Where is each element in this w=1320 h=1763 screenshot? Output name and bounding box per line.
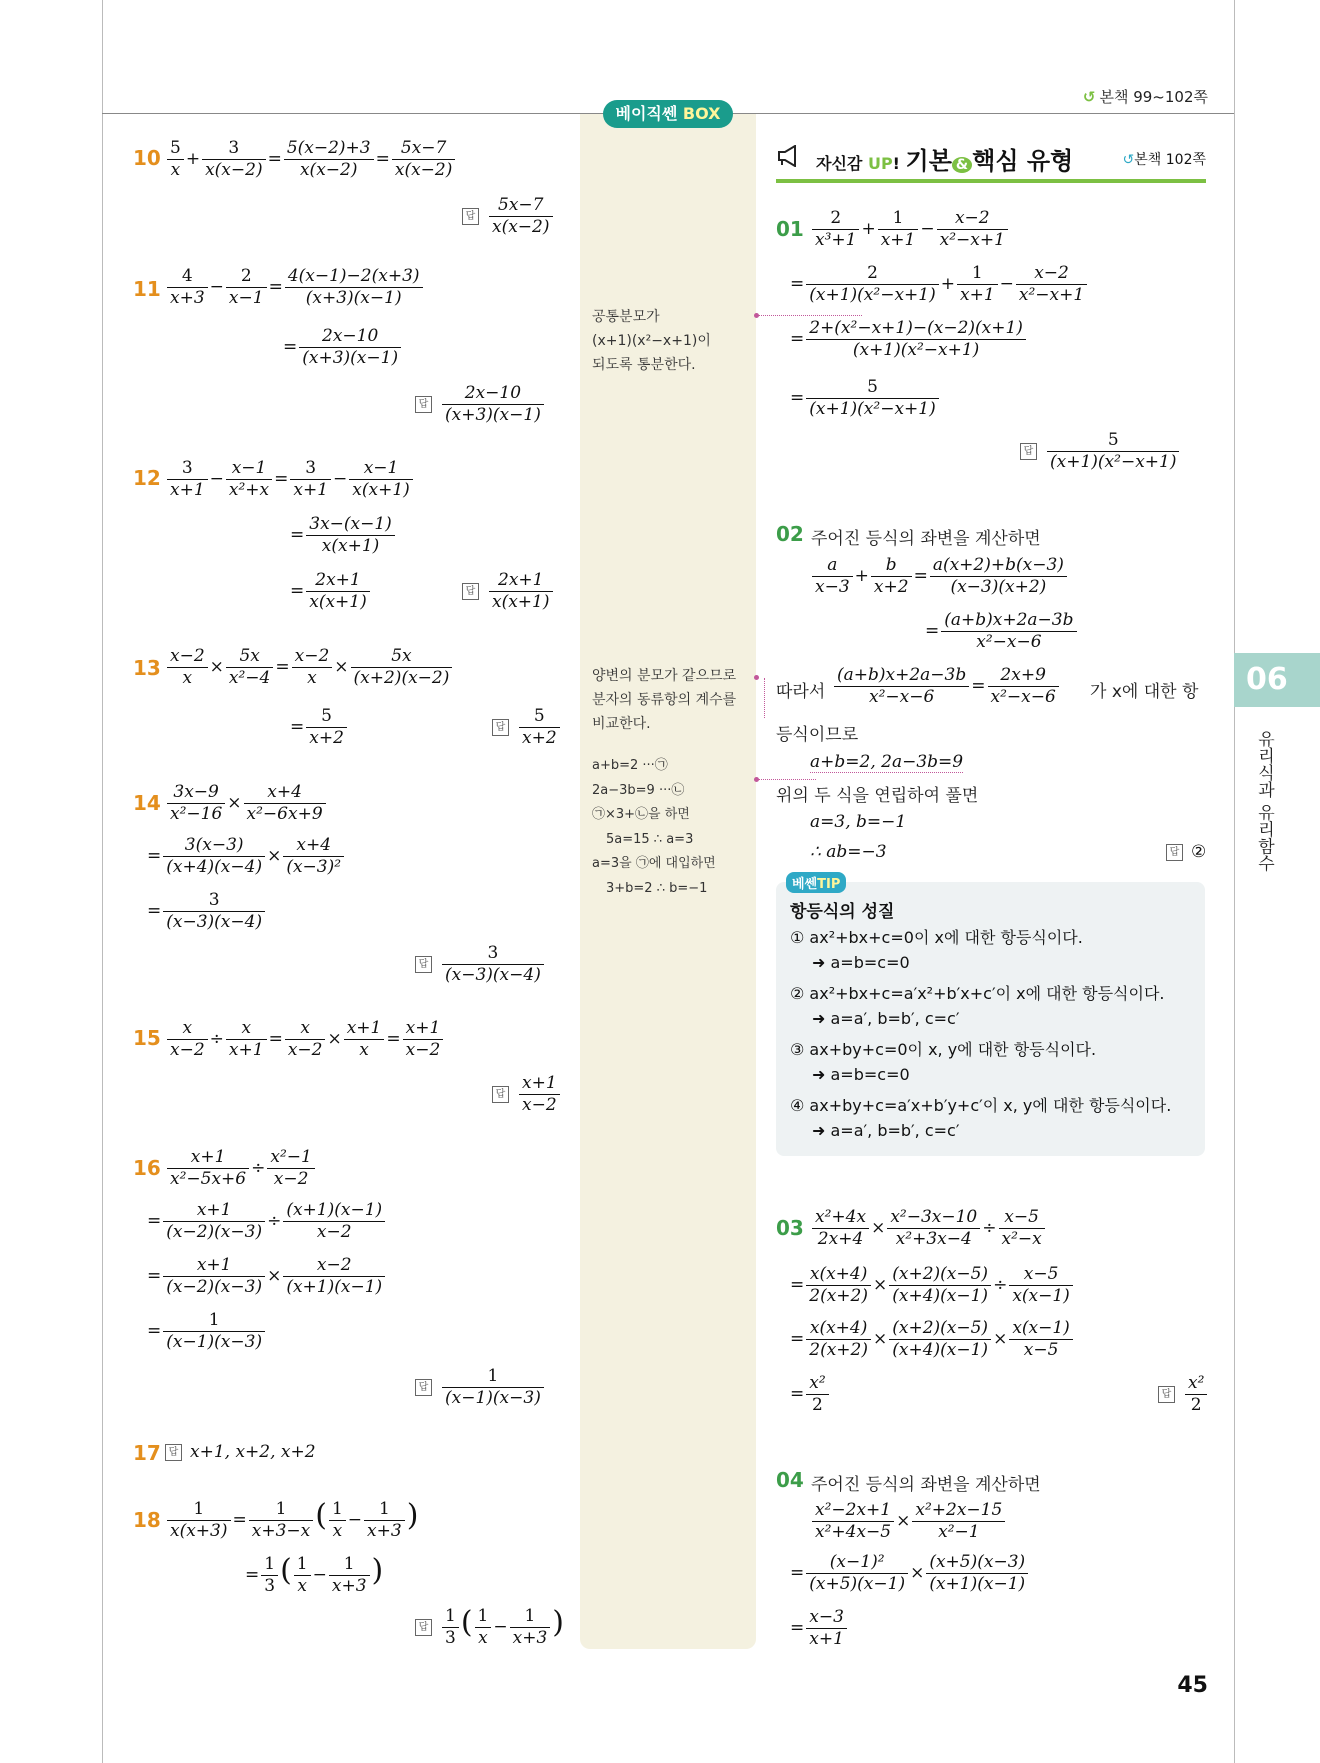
math-expression: $\frac{3}{x+1}$ − $\frac{x-1}{\text{x²+x}}$ = $\frac{3}{x+1}$ − $\frac{x-1}{x(x+1)}$: [165, 458, 415, 501]
arrow-icon: ↺: [1082, 88, 1096, 106]
problem-number: 04: [776, 1468, 804, 1492]
math-expression: = $\frac{2x-10}{(x+3)(x-1)}$: [283, 326, 403, 369]
tip-line: ③ ax+by+c=0이 x, y에 대한 항등식이다.: [790, 1040, 1097, 1059]
note-connector-line: [758, 315, 862, 316]
answer: 답 $\frac{2x+1}{x(x+1)}$: [462, 570, 555, 613]
problem-text: 등식이므로: [776, 725, 859, 745]
basic-box-badge: 베이직쎈 BOX: [603, 100, 733, 128]
problem-text: 가 x에 대한 항: [1090, 682, 1199, 702]
math-expression: $\frac{x+1}{\text{x²−5x+6}}$ ÷ $\frac{\text{x²−1}}{x-2}$: [165, 1147, 317, 1190]
math-expression: $\frac{1}{x(x+3)}$ = $\frac{1}{x+3-x}$ ( $\frac{1}{x}$ − $\frac{1}{x+3}$ ): [165, 1498, 418, 1542]
answer: 답 $\frac{3}{(x-3)(x-4)}$: [415, 943, 546, 986]
problem-text: 주어진 등식의 좌변을 계산하면: [811, 529, 1041, 549]
problem-number: 01: [776, 217, 804, 241]
math-expression: = $\frac{3x-(x-1)}{x(x+1)}$: [290, 514, 397, 557]
answer: 답 $\frac{5}{x+2}$: [492, 706, 562, 749]
chapter-tab[interactable]: 06: [1234, 653, 1320, 707]
tip-line: ➜ a=b=c=0: [812, 1065, 910, 1084]
side-note: a+b=2 ···㉠ 2a−3b=9 ···㉡ ㉠×3+㉡을 하면 5a=15 ∴ a=3 a=3을 ㉠에 대입하면 3+b=2 ∴ b=−1: [592, 758, 716, 896]
section-title: 자신감 UP! 기본 & 핵심 유형: [816, 147, 1074, 175]
math-expression: $\frac{\text{x²−2x+1}}{\text{x²+4x−5}}$ × $\frac{\text{x²+2x−15}}{\text{x²−1}}$: [810, 1500, 1007, 1543]
math-expression: $\frac{x-2}{x}$ × $\frac{5x}{\text{x²−4}}$ = $\frac{x-2}{x}$ × $\frac{5x}{(x+2)(x-2)}$: [165, 646, 454, 689]
left-border: [102, 0, 103, 1763]
math-expression: $\frac{4}{x+3}$ − $\frac{2}{x-1}$ = $\frac{4(x-1)-2(x+3)}{(x+3)(x-1)}$: [165, 266, 425, 309]
problem-number: 13: [133, 656, 161, 680]
math-expression: = $\frac{x-3}{x+1}$: [790, 1607, 849, 1650]
problem-number: 12: [133, 466, 161, 490]
tip-line: ② ax²+bx+c=a′x²+b′x+c′이 x에 대한 항등식이다.: [790, 984, 1165, 1003]
answer: 답 $\frac{5x-7}{x(x-2)}$: [462, 195, 555, 238]
math-expression: = $\frac{1}{(x-1)(x-3)}$: [147, 1310, 267, 1353]
math-expression: ∴ ab=−3: [810, 842, 887, 862]
problem-number: 11: [133, 277, 161, 301]
tip-line: ➜ a=b=c=0: [812, 953, 910, 972]
problem-number: 02: [776, 522, 804, 546]
note-connector: [754, 675, 759, 680]
answer: 답 ②: [1166, 842, 1206, 862]
page-number: 45: [1177, 1673, 1208, 1698]
math-expression: = $\frac{\text{(x−1)²}}{(x+5)(x-1)}$ × $\frac{(x+5)(x-3)}{(x+1)(x-1)}$: [790, 1552, 1030, 1595]
math-expression: $\frac{3x-9}{\text{x²−16}}$ × $\frac{x+4}{\text{x²−6x+9}}$: [165, 782, 328, 825]
problem-number: 10: [133, 146, 161, 170]
tip-label: 베쎈TIP: [786, 872, 846, 893]
math-expression: = $\frac{5}{x+2}$: [290, 706, 349, 749]
math-expression: = $\frac{5}{\text{(x+1)(x²−x+1)}}$: [790, 377, 941, 420]
arrow-icon: ↺: [1122, 152, 1135, 168]
math-expression: $\frac{a}{x-3}$ + $\frac{b}{x+2}$ = $\frac{a(x+2)+b(x-3)}{(x-3)(x+2)}$: [810, 555, 1069, 598]
problem-text: 위의 두 식을 연립하여 풀면: [776, 786, 979, 806]
note-connector-line: [758, 779, 816, 780]
math-expression: = $\frac{3(x-3)}{(x+4)(x-4)}$ × $\frac{x+4}{\text{(x−3)²}}$: [147, 835, 346, 878]
math-expression: a+b=2, 2a−3b=9: [810, 752, 964, 772]
answer: 답 $\frac{1}{3}$ ( $\frac{1}{x}$ − $\frac{1}{x+3}$ ): [415, 1605, 564, 1649]
problem-number: 18: [133, 1508, 161, 1532]
problem-text: 따라서: [776, 682, 826, 702]
problem-text: 주어진 등식의 좌변을 계산하면: [811, 1475, 1041, 1495]
tip-title: 항등식의 성질: [790, 902, 895, 922]
math-expression: $\frac{(a+b)x+2a-3b}{\text{x²−x−6}}$ = $\frac{2x+9}{\text{x²−x−6}}$: [832, 665, 1061, 708]
tip-line: ① ax²+bx+c=0이 x에 대한 항등식이다.: [790, 928, 1083, 947]
answer: 답 $\frac{5}{\text{(x+1)(x²−x+1)}}$: [1020, 430, 1181, 473]
section-header: [776, 139, 1206, 183]
math-expression: = $\frac{x(x+4)}{2(x+2)}$ × $\frac{(x+2)(x-5)}{(x+4)(x-1)}$ ÷ $\frac{x-5}{x(x-1)}$: [790, 1264, 1075, 1307]
math-expression: a=3, b=−1: [810, 812, 907, 832]
math-expression: $\frac{2}{\text{x³+1}}$ + $\frac{1}{x+1}$ − $\frac{x-2}{\text{x²−x+1}}$: [810, 208, 1010, 251]
section-page-ref: ↺본책 102쪽: [1122, 152, 1206, 168]
math-expression: $\frac{5}{x}$ + $\frac{3}{x(x-2)}$ = $\frac{5(x-2)+3}{x(x-2)}$ = $\frac{5x-7}{x(x-2)}$: [165, 138, 457, 181]
side-note: 공통분모가 (x+1)(x²−x+1)이 되도록 통분한다.: [592, 309, 711, 373]
problem-number: 15: [133, 1026, 161, 1050]
tip-line: ④ ax+by+c=a′x+b′y+c′이 x, y에 대한 항등식이다.: [790, 1096, 1172, 1115]
math-expression: = $\frac{x+1}{(x-2)(x-3)}$ × $\frac{x-2}{(x+1)(x-1)}$: [147, 1255, 387, 1298]
tip-line: ➜ a=a′, b=b′, c=c′: [812, 1121, 960, 1140]
math-expression: = $\frac{(a+b)x+2a-3b}{\text{x²−x−6}}$: [925, 610, 1079, 653]
page-reference: ↺ 본책 99~102쪽: [1082, 88, 1208, 106]
math-expression: = $\frac{2x+1}{x(x+1)}$: [290, 570, 372, 613]
problem-number: 03: [776, 1216, 804, 1240]
side-note: 양변의 분모가 같으므로 분자의 동류항의 계수를 비교한다.: [592, 668, 737, 732]
chapter-title: 유리식과 유리함수: [1254, 730, 1274, 872]
math-expression: = $\frac{\text{x²}}{2}$: [790, 1373, 831, 1416]
answer: 답 $\frac{2x-10}{(x+3)(x-1)}$: [415, 383, 546, 426]
math-expression: = $\frac{2}{\text{(x+1)(x²−x+1)}}$ + $\frac{1}{x+1}$ − $\frac{x-2}{\text{x²−x+1}}$: [790, 263, 1089, 306]
megaphone-icon: [776, 145, 806, 167]
answer: 답 x+1, x+2, x+2: [165, 1442, 316, 1462]
math-expression: $\frac{\text{x²+4x}}{2x+4}$ × $\frac{\text{x²−3x−10}}{\text{x²+3x−4}}$ ÷ $\frac{x-5}{\text{x²−x}}$: [810, 1207, 1047, 1250]
math-expression: = $\frac{x(x+4)}{2(x+2)}$ × $\frac{(x+2)(x-5)}{(x+4)(x-1)}$ × $\frac{x(x-1)}{x-5}$: [790, 1318, 1075, 1361]
answer: 답 $\frac{x+1}{x-2}$: [492, 1073, 562, 1116]
problem-number: 16: [133, 1156, 161, 1180]
math-expression: = $\frac{\text{2+(x²−x+1)−(x−2)(x+1)}}{\text{(x+1)(x²−x+1)}}$: [790, 318, 1028, 361]
note-connector-line: [764, 678, 766, 718]
math-expression: = $\frac{1}{3}$ ( $\frac{1}{x}$ − $\frac{1}{x+3}$ ): [245, 1553, 384, 1596]
tip-line: ➜ a=a′, b=b′, c=c′: [812, 1009, 960, 1028]
math-expression: $\frac{x}{x-2}$ ÷ $\frac{x}{x+1}$ = $\frac{x}{x-2}$ × $\frac{x+1}{x}$ = $\frac{x+1}{x-2}$: [165, 1018, 445, 1061]
math-expression: = $\frac{3}{(x-3)(x-4)}$: [147, 890, 267, 933]
right-border: [1234, 0, 1235, 1763]
problem-number: 17: [133, 1441, 161, 1465]
math-expression: = $\frac{x+1}{(x-2)(x-3)}$ ÷ $\frac{(x+1)(x-1)}{x-2}$: [147, 1200, 387, 1243]
answer: 답 $\frac{1}{(x-1)(x-3)}$: [415, 1366, 546, 1409]
problem-number: 14: [133, 791, 161, 815]
answer: 답 $\frac{\text{x²}}{2}$: [1158, 1373, 1209, 1416]
